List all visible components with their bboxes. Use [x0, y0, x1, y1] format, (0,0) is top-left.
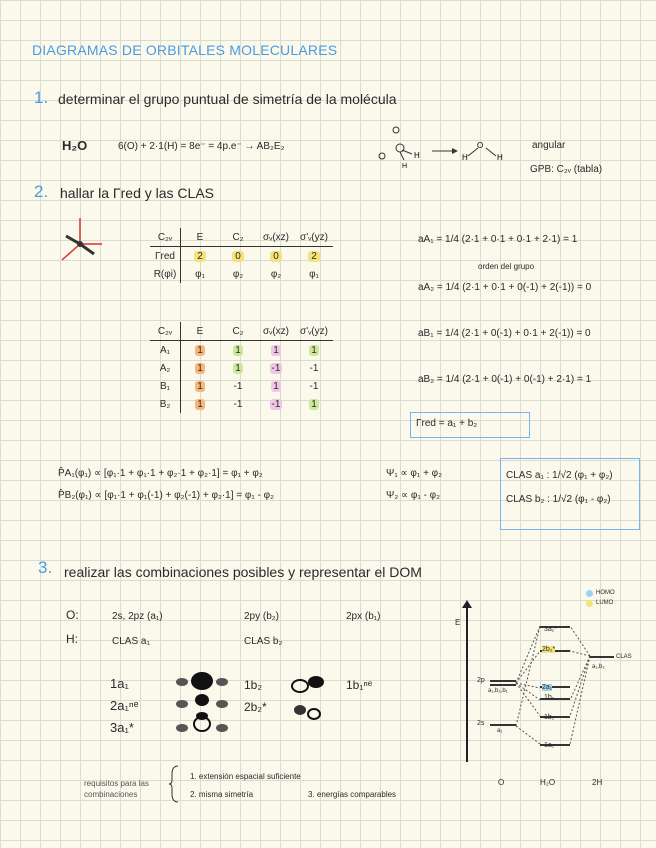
x-label-o: O — [498, 778, 505, 787]
energy-axis-arrow-icon — [462, 600, 472, 608]
x-label-h2o: H₂O — [540, 778, 556, 787]
o-2p-sym-label: a₁,b₂,b₁ — [488, 688, 508, 694]
mo-1b2-label: 1b₂ — [544, 714, 555, 721]
lewis-h-label: H — [414, 151, 420, 160]
t2-cell: 1 — [197, 398, 203, 410]
t2-header: σᵥ(xz) — [257, 322, 295, 341]
lumo-legend-swatch — [586, 600, 593, 607]
hydrogen-clas: CLAS a₁ — [112, 636, 150, 647]
t1-cell: 0 — [232, 251, 244, 262]
t2-cell: 1 — [273, 380, 279, 392]
t2-cell: -1 — [233, 398, 243, 410]
reduction-a2: aA₂ = 1/4 (2·1 + 0·1 + 0(-1) + 2(-1)) = 0 — [418, 282, 592, 293]
t2-cell: 1 — [273, 344, 279, 356]
t1-header: C₂ — [219, 228, 257, 247]
gamma-red-table — [150, 228, 333, 283]
t2-cell: -1 — [233, 380, 243, 392]
t1-row-label: Γred — [150, 247, 181, 266]
t2-cell: 1 — [235, 362, 241, 374]
o-2s-sym-label: a₁ — [497, 728, 503, 734]
oxygen-orbital: 2s, 2pz (a₁) — [112, 611, 163, 622]
mo-1a1-label: 1a₁ — [544, 742, 555, 749]
t1-cell: φ₁ — [195, 268, 205, 280]
t2-row-label: A₂ — [150, 359, 181, 377]
t1-header: C₂ᵥ — [150, 228, 181, 247]
mo-label: 1a₁ — [110, 676, 129, 691]
b2-orbital-drawings — [286, 672, 334, 724]
t2-row-label: B₁ — [150, 377, 181, 395]
geometry-label: angular — [532, 140, 566, 151]
homo-legend-swatch — [586, 590, 593, 597]
requirement-3: 3. energías comparables — [308, 790, 397, 799]
t2-cell: -1 — [271, 362, 281, 374]
lumo-legend-label: LUMO — [596, 600, 614, 606]
point-group: GPB: C₂ᵥ (tabla) — [530, 164, 603, 175]
step-2-number: 2. — [34, 182, 49, 201]
h-clas-sym-label: a₁,b₂ — [592, 664, 605, 670]
mo-label: 1b₁ⁿᵉ — [346, 678, 373, 692]
oxygen-orbital: 2py (b₂) — [244, 611, 280, 622]
reduction-a1: aA₁ = 1/4 (2·1 + 0·1 + 0·1 + 2·1) = 1 — [418, 234, 578, 245]
t2-cell: 1 — [235, 344, 241, 356]
clas-a1: CLAS a₁ : 1/√2 (φ₁ + φ₂) — [506, 470, 613, 481]
hydrogen-label: H: — [66, 632, 78, 646]
t2-header: C₂ — [219, 322, 257, 341]
requirements-label: requisitos para las combinaciones — [84, 779, 149, 799]
step-2-heading: hallar la Γred y las CLAS — [60, 185, 214, 201]
t1-cell: 0 — [270, 251, 282, 262]
lewis-h-label-2: H — [402, 163, 408, 170]
t2-cell: 1 — [197, 380, 203, 392]
mo-label: 1b₂ — [244, 678, 263, 692]
t2-cell: 1 — [197, 344, 203, 356]
electron-count: 6(O) + 2·1(H) = 8e⁻ = 4p.e⁻ → AB₂E₂ — [118, 141, 285, 152]
bent-h1-label: H — [462, 153, 468, 162]
t2-row-label: B₂ — [150, 395, 181, 413]
mo-2b2-label: 2b₂* — [542, 646, 556, 653]
projection-a1: P̂A₁(φ₁) ∝ [φ₁·1 + φ₁·1 + φ₂·1 + φ₂·1] = φ₁ + φ₂ — [58, 468, 263, 479]
character-table — [150, 322, 333, 413]
psi-2: Ψ₂ ∝ φ₁ - φ₂ — [386, 490, 441, 501]
homo-legend-label: HOMO — [596, 590, 615, 596]
t1-cell: 2 — [308, 251, 320, 262]
t1-cell: φ₂ — [232, 268, 244, 280]
mo-label: 2a₁ⁿᵉ — [110, 698, 139, 713]
t2-cell: 1 — [311, 398, 317, 410]
mo-3a1-label: 3a₁* — [544, 626, 557, 633]
requirement-1: 1. extensión espacial suficiente — [190, 772, 301, 781]
oxygen-orbital: 2px (b₁) — [346, 611, 381, 622]
bent-o-label: O — [477, 141, 484, 150]
energy-axis-line — [466, 606, 468, 762]
step-1-heading: determinar el grupo puntual de simetría de la molécula — [58, 91, 397, 107]
o-2s-label: 2s — [477, 720, 485, 727]
gamma-red-result: Γred = a₁ + b₂ — [416, 418, 478, 429]
t2-cell: -1 — [271, 398, 281, 410]
psi-1: Ψ₁ ∝ φ₁ + φ₂ — [386, 468, 443, 479]
mo-label: 2b₂* — [244, 700, 267, 714]
t1-cell: 2 — [194, 251, 206, 262]
h-clas-label: CLAS — [616, 654, 632, 660]
t1-header: σᵥ(xz) — [257, 228, 295, 247]
step-3-heading: realizar las combinaciones posibles y representar el DOM — [64, 564, 422, 580]
t2-cell: 1 — [197, 362, 203, 374]
molecule-formula: H₂O — [62, 138, 88, 153]
t1-header: E — [181, 228, 220, 247]
x-label-2h: 2H — [592, 778, 603, 787]
mo-1b1-label: 1b₁ — [544, 694, 555, 701]
step-3-number: 3. — [38, 558, 53, 577]
t2-cell: -1 — [309, 362, 319, 374]
h-clas-level — [590, 656, 614, 658]
o-2p-level — [490, 684, 516, 686]
t2-cell: 1 — [311, 344, 317, 356]
t1-row-label: R(φi) — [150, 265, 181, 283]
axes-sketch — [56, 214, 106, 270]
energy-axis-label: E — [455, 618, 461, 627]
projection-b2: P̂B₂(φ₁) ∝ [φ₁·1 + φ₁(-1) + φ₂(-1) + φ₂·1] = φ₁ - φ₂ — [58, 490, 275, 501]
t2-row-label: A₁ — [150, 341, 181, 360]
o-2p-label: 2p — [477, 677, 485, 684]
requirement-2: 2. misma simetría — [190, 790, 254, 799]
t1-cell: φ₂ — [270, 268, 282, 280]
t1-header: σ'ᵥ(yz) — [295, 228, 333, 247]
mo-label: 3a₁* — [110, 720, 134, 735]
a1-orbital-drawings — [172, 668, 232, 740]
step-1-number: 1. — [34, 88, 49, 107]
o-2p-level — [490, 680, 516, 682]
bent-h2-label: H — [497, 153, 503, 162]
t2-header: C₂ᵥ — [150, 322, 181, 341]
mo-2a1-label: 2a₁ — [542, 684, 553, 691]
clas-b2: CLAS b₂ : 1/√2 (φ₁ - φ₂) — [506, 494, 611, 505]
reduction-b1: aB₁ = 1/4 (2·1 + 0(-1) + 0·1 + 2(-1)) = 0 — [418, 328, 591, 339]
t2-header: E — [181, 322, 220, 341]
page-title: DIAGRAMAS DE ORBITALES MOLECULARES — [32, 42, 338, 58]
group-order-note: orden del grupo — [478, 262, 535, 271]
t1-cell: φ₁ — [309, 268, 319, 280]
hydrogen-clas: CLAS b₂ — [244, 636, 283, 647]
oxygen-label: O: — [66, 608, 79, 622]
t2-cell: -1 — [309, 380, 319, 392]
t2-header: σ'ᵥ(yz) — [295, 322, 333, 341]
reduction-b2: aB₂ = 1/4 (2·1 + 0(-1) + 0(-1) + 2·1) = 1 — [418, 374, 592, 385]
o-2s-level — [490, 724, 516, 726]
brace-icon — [168, 764, 182, 804]
